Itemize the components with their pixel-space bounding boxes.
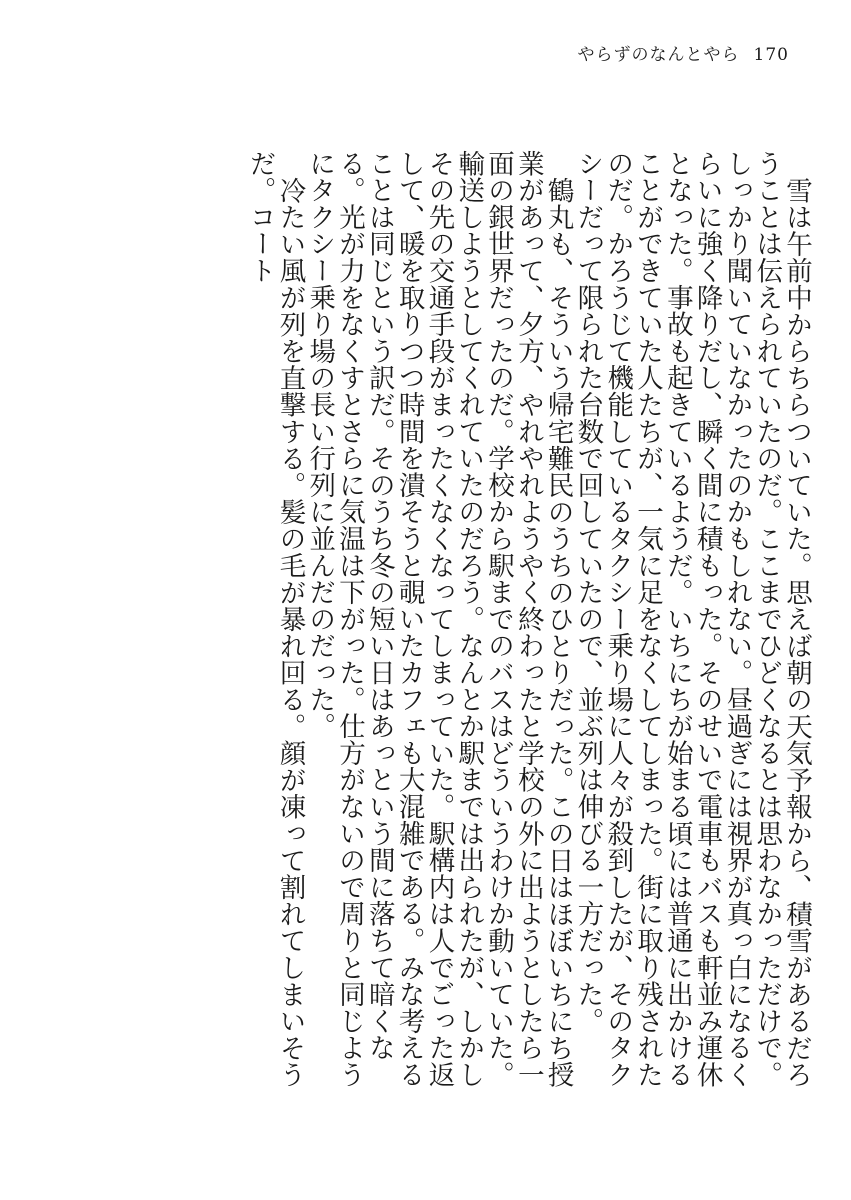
- body-text: [11, 150, 811, 1110]
- page-number: 170: [753, 45, 789, 65]
- running-title: やらずのなんとやら: [577, 45, 740, 65]
- page-header: [578, 40, 789, 65]
- paragraph: 鶴丸も、そういう帰宅難民のうちのひとりだった。この日はほぼいちにち授業があって、夕方、やれやれようやく終わったと学校の外に出ようとしたら一面の銀世界だったのだ。学校から駅までのバスはどういうわけか動いていた。輸送しようとしてくれていたのだろう。なんとか駅までは出られたが、しかしその先の交通手段がまったくなくなってしまっていた。駅構内は人でごった返して、暖を取りつつ時間を潰そうと覗いたカフェも大混雑である。みな考えることは同じという訳だ。そのうち冬の短い日はあっという間に落ちて暗くなる。光が力をなくすとさらに気温は下がった。仕方がないので周りと同じようにタクシー乗り場の長い行列に並んだのだった。: [304, 150, 574, 1088]
- paragraph: 冷たい風が列を直撃する。髪の毛が暴れ回る。顔が凍って割れてしまいそうだ。コート: [244, 150, 306, 1088]
- paragraph: 雪は午前中からちらついていた。思えば朝の天気予報から、積雪があるだろうことは伝えられていたのだ。ここまでひどくなるとは思わなかっただけで。しっかり聞いていなかったのかもしれない。昼過ぎには視界が真っ白になるくらいに強く降りだし、瞬く間に積もった。そのせいで電車もバスも軒並み運休となった。事故も起きているようだ。いちにちが始まる頃には普通に出かけることができていた人たちが、一気に足をなくしてしまった。街に取り残されたのだ。かろうじて機能しているタクシー乗り場に人々が殺到したが、そのタクシーだって限られた台数で回していたので、並ぶ列は伸びる一方だった。: [572, 150, 812, 1088]
